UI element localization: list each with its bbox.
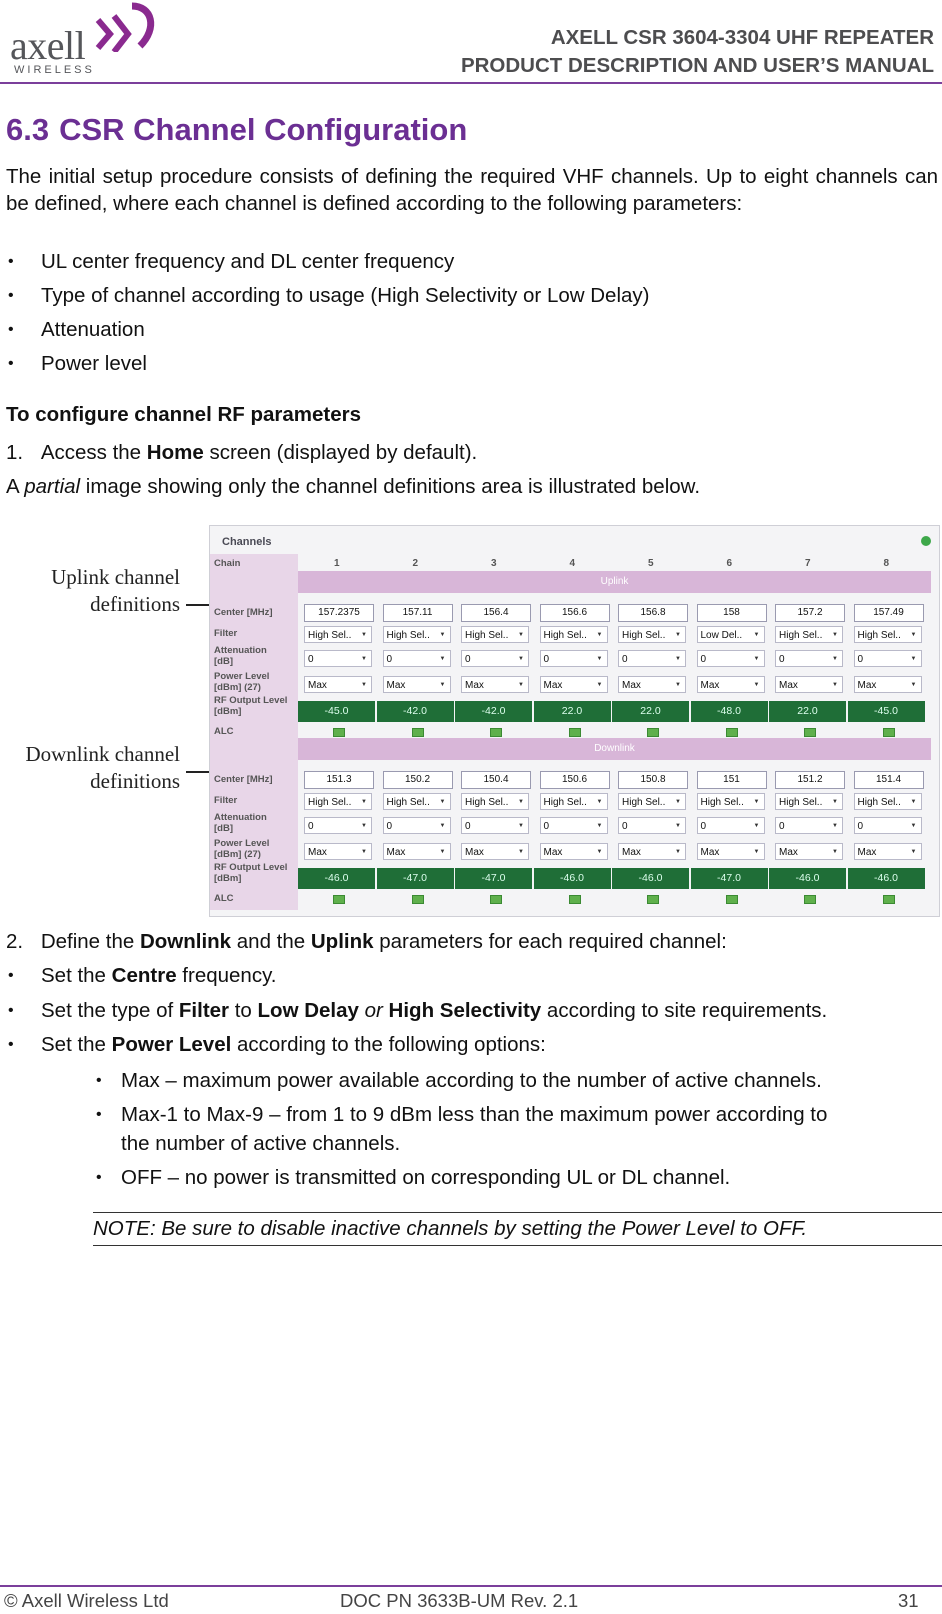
center-frequency-input[interactable]: 157.11 xyxy=(383,604,453,622)
rf-output-value: -46.0 xyxy=(769,868,846,889)
filter-dropdown[interactable]: High Sel.. ▼ xyxy=(775,626,843,643)
rf-output-value: -47.0 xyxy=(377,868,454,889)
power-level-dropdown[interactable]: Max ▼ xyxy=(540,676,608,693)
center-frequency-input[interactable]: 158 xyxy=(697,604,767,622)
filter-dropdown[interactable]: High Sel.. ▼ xyxy=(854,793,922,810)
power-level-dropdown[interactable]: Max ▼ xyxy=(383,843,451,860)
alc-indicator-icon xyxy=(569,728,581,737)
center-frequency-input[interactable]: 151 xyxy=(697,771,767,789)
label-line: Attenuation xyxy=(214,645,267,656)
sub-bullet-max-n-cont: the number of active channels. xyxy=(121,1132,401,1155)
attenuation-dropdown[interactable]: 0 ▼ xyxy=(697,817,765,834)
center-frequency-input[interactable]: 157.49 xyxy=(854,604,924,622)
sub-bullet-max: Max – maximum power available according to the number of active channels. xyxy=(121,1069,822,1092)
step-2 xyxy=(6,930,727,954)
bullet-dot: • xyxy=(8,355,14,372)
alc-indicator-icon xyxy=(647,895,659,904)
attenuation-dropdown[interactable]: 0 ▼ xyxy=(618,817,686,834)
footer-page-number: 31 xyxy=(898,1590,919,1611)
logo-chevrons-icon xyxy=(92,2,158,52)
alc-label: ALC xyxy=(214,726,234,737)
label-line: RF Output Level xyxy=(214,862,288,873)
power-level-dropdown[interactable]: Max ▼ xyxy=(775,676,843,693)
alc-indicator-icon xyxy=(726,895,738,904)
rf-output-value: -48.0 xyxy=(691,701,768,722)
rf-output-value: -47.0 xyxy=(691,868,768,889)
logo-subtitle: WIRELESS xyxy=(14,64,95,76)
alc-indicator-icon xyxy=(726,728,738,737)
rf-output-label xyxy=(214,862,287,884)
alc-indicator-icon xyxy=(804,728,816,737)
step-number: 1. xyxy=(6,441,24,464)
filter-dropdown[interactable]: High Sel.. ▼ xyxy=(775,793,843,810)
filter-dropdown[interactable]: Low Del.. ▼ xyxy=(697,626,765,643)
axell-logo xyxy=(6,2,156,78)
sub-bullet-max-n: Max-1 to Max-9 – from 1 to 9 dBm less than the maximum power according to xyxy=(121,1103,828,1126)
parameter-bullet: UL center frequency and DL center frequency xyxy=(41,250,455,273)
bold-text: Power Level xyxy=(111,1033,232,1056)
chain-number: 8 xyxy=(883,558,890,569)
bullet-dot: • xyxy=(96,1169,102,1186)
channels-panel xyxy=(209,525,940,917)
step-text: screen (displayed by default). xyxy=(203,441,478,464)
filter-label: Filter xyxy=(214,795,238,806)
label-line: Power Level xyxy=(214,671,270,682)
power-level-dropdown[interactable]: Max ▼ xyxy=(854,843,922,860)
italic-text: partial xyxy=(24,475,81,498)
step-text: Access the xyxy=(40,441,147,464)
attenuation-dropdown[interactable]: 0 ▼ xyxy=(461,817,529,834)
center-frequency-input[interactable]: 150.6 xyxy=(540,771,610,789)
annot-line: Uplink channel xyxy=(51,565,180,589)
alc-indicator-icon xyxy=(883,895,895,904)
bullet-centre xyxy=(41,964,277,988)
bullet-dot: • xyxy=(8,287,14,304)
filter-dropdown[interactable]: High Sel.. ▼ xyxy=(697,793,765,810)
downlink-band: Downlink xyxy=(298,738,931,760)
annot-line: Downlink channel xyxy=(25,742,180,766)
downlink-annotation xyxy=(4,741,180,795)
bold-text: Uplink xyxy=(310,930,374,953)
annot-line: definitions xyxy=(90,592,180,616)
step-1 xyxy=(6,441,477,465)
center-frequency-input[interactable]: 151.2 xyxy=(775,771,845,789)
status-led-icon xyxy=(921,536,931,546)
center-frequency-input[interactable]: 157.2375 xyxy=(304,604,374,622)
bullet-dot: • xyxy=(8,1002,14,1019)
italic-text: or xyxy=(358,999,389,1022)
label-line: RF Output Level xyxy=(214,695,288,706)
power-level-dropdown[interactable]: Max ▼ xyxy=(775,843,843,860)
rf-output-value: -46.0 xyxy=(612,868,689,889)
bullet-dot: • xyxy=(8,967,14,984)
bold-text: Downlink xyxy=(139,930,232,953)
label-line: [dBm] xyxy=(214,873,242,884)
filter-dropdown[interactable]: High Sel.. ▼ xyxy=(461,626,529,643)
header-rule xyxy=(0,82,942,84)
chain-number: 7 xyxy=(805,558,811,569)
rf-output-value: -47.0 xyxy=(455,868,532,889)
bold-text: Filter xyxy=(178,999,230,1022)
annot-line: definitions xyxy=(90,769,180,793)
channels-title: Channels xyxy=(222,536,272,548)
label-line: [dBm] xyxy=(214,706,242,717)
attenuation-dropdown[interactable]: 0 ▼ xyxy=(383,650,451,667)
text: frequency. xyxy=(176,964,277,987)
attenuation-label xyxy=(214,645,267,667)
power-level-dropdown[interactable]: Max ▼ xyxy=(304,676,372,693)
center-frequency-input[interactable]: 157.2 xyxy=(775,604,845,622)
uplink-annotation-line xyxy=(186,604,209,606)
bold-text: High Selectivity xyxy=(388,999,542,1022)
center-frequency-input[interactable]: 151.4 xyxy=(854,771,924,789)
alc-indicator-icon xyxy=(883,728,895,737)
filter-dropdown[interactable]: High Sel.. ▼ xyxy=(618,626,686,643)
attenuation-dropdown[interactable]: 0 ▼ xyxy=(540,817,608,834)
attenuation-dropdown[interactable]: 0 ▼ xyxy=(775,817,843,834)
rf-output-value: -45.0 xyxy=(848,701,925,722)
attenuation-dropdown[interactable]: 0 ▼ xyxy=(775,650,843,667)
attenuation-dropdown[interactable]: 0 ▼ xyxy=(854,650,922,667)
center-frequency-input[interactable]: 150.2 xyxy=(383,771,453,789)
bullet-dot: • xyxy=(8,321,14,338)
bullet-dot: • xyxy=(8,1036,14,1053)
rf-output-label xyxy=(214,695,287,717)
section-number: 6.3 xyxy=(6,112,50,147)
bullet-dot: • xyxy=(8,253,14,270)
alc-indicator-icon xyxy=(412,728,424,737)
attenuation-dropdown[interactable]: 0 ▼ xyxy=(697,650,765,667)
footer-rule xyxy=(0,1585,942,1587)
footer-copyright: © Axell Wireless Ltd xyxy=(4,1590,169,1611)
parameter-bullet: Type of channel according to usage (High Selectivity or Low Delay) xyxy=(41,284,650,307)
filter-dropdown[interactable]: High Sel.. ▼ xyxy=(854,626,922,643)
attenuation-dropdown[interactable]: 0 ▼ xyxy=(304,650,372,667)
label-line: [dB] xyxy=(214,823,233,834)
filter-dropdown[interactable]: High Sel.. ▼ xyxy=(304,626,372,643)
bullet-power xyxy=(41,1033,546,1057)
filter-dropdown[interactable]: High Sel.. ▼ xyxy=(540,626,608,643)
filter-dropdown[interactable]: High Sel.. ▼ xyxy=(618,793,686,810)
text: Define the xyxy=(40,930,140,953)
filter-dropdown[interactable]: High Sel.. ▼ xyxy=(383,626,451,643)
step-bold: Home xyxy=(146,441,204,464)
center-frequency-input[interactable]: 151.3 xyxy=(304,771,374,789)
attenuation-dropdown[interactable]: 0 ▼ xyxy=(383,817,451,834)
label-line: [dB] xyxy=(214,656,233,667)
filter-dropdown[interactable]: High Sel.. ▼ xyxy=(461,793,529,810)
filter-dropdown[interactable]: High Sel.. ▼ xyxy=(540,793,608,810)
note-box: NOTE: Be sure to disable inactive channels by setting the Power Level to OFF. xyxy=(93,1212,942,1246)
chain-number: 3 xyxy=(491,558,497,569)
downlink-annotation-line xyxy=(186,771,209,773)
power-level-dropdown[interactable]: Max ▼ xyxy=(697,843,765,860)
alc-indicator-icon xyxy=(647,728,659,737)
bullet-filter xyxy=(41,999,827,1023)
text: parameters for each required channel: xyxy=(373,930,727,953)
text: Set the xyxy=(41,964,112,987)
text: Set the type of xyxy=(41,999,179,1022)
alc-indicator-icon xyxy=(412,895,424,904)
power-level-dropdown[interactable]: Max ▼ xyxy=(618,843,686,860)
chain-number: 2 xyxy=(412,558,419,569)
rf-output-value: -46.0 xyxy=(298,868,375,889)
text: image showing only the channel definitions area is illustrated below. xyxy=(80,475,701,498)
text: according to the following options: xyxy=(231,1033,546,1056)
rf-output-value: -42.0 xyxy=(455,701,532,722)
bullet-dot: • xyxy=(96,1072,102,1089)
chain-number: 1 xyxy=(334,558,340,569)
attenuation-dropdown[interactable]: 0 ▼ xyxy=(540,650,608,667)
center-label: Center [MHz] xyxy=(214,607,273,618)
rf-output-value: 22.0 xyxy=(534,701,611,722)
alc-indicator-icon xyxy=(490,895,502,904)
partial-image-note xyxy=(6,475,700,499)
filter-dropdown[interactable]: High Sel.. ▼ xyxy=(383,793,451,810)
center-frequency-input[interactable]: 156.6 xyxy=(540,604,610,622)
chain-number: 6 xyxy=(726,558,733,569)
step-number: 2. xyxy=(6,930,24,953)
power-level-dropdown[interactable]: Max ▼ xyxy=(540,843,608,860)
section-title: CSR Channel Configuration xyxy=(59,112,468,147)
label-line: [dBm] (27) xyxy=(214,682,261,693)
text: to xyxy=(229,999,258,1022)
label-line: [dBm] (27) xyxy=(214,849,261,860)
attenuation-dropdown[interactable]: 0 ▼ xyxy=(461,650,529,667)
chain-number: 5 xyxy=(648,558,654,569)
rf-output-value: -42.0 xyxy=(377,701,454,722)
document-title xyxy=(461,24,934,80)
parameter-bullet: Power level xyxy=(41,352,147,375)
center-label: Center [MHz] xyxy=(214,774,273,785)
text: and the xyxy=(231,930,311,953)
alc-indicator-icon xyxy=(490,728,502,737)
filter-label: Filter xyxy=(214,628,238,639)
title-line-2: PRODUCT DESCRIPTION AND USER’S MANUAL xyxy=(460,54,934,77)
alc-indicator-icon xyxy=(333,728,345,737)
power-level-dropdown[interactable]: Max ▼ xyxy=(461,676,529,693)
filter-dropdown[interactable]: High Sel.. ▼ xyxy=(304,793,372,810)
center-frequency-input[interactable]: 156.4 xyxy=(461,604,531,622)
bullet-dot: • xyxy=(96,1106,102,1123)
rf-output-value: -46.0 xyxy=(848,868,925,889)
uplink-band: Uplink xyxy=(298,571,931,593)
power-level-dropdown[interactable]: Max ▼ xyxy=(697,676,765,693)
power-level-dropdown[interactable]: Max ▼ xyxy=(304,843,372,860)
attenuation-dropdown[interactable]: 0 ▼ xyxy=(854,817,922,834)
intro-paragraph: The initial setup procedure consists of defining the required VHF channels. Up to eight channels can be defined, where each channel is defined according to the following parameters: xyxy=(6,165,938,215)
title-line-1: AXELL CSR 3604-3304 UHF REPEATER xyxy=(550,26,934,49)
label-line: Attenuation xyxy=(214,812,267,823)
attenuation-dropdown[interactable]: 0 ▼ xyxy=(304,817,372,834)
rf-output-value: 22.0 xyxy=(769,701,846,722)
power-level-label xyxy=(214,671,269,693)
power-level-dropdown[interactable]: Max ▼ xyxy=(854,676,922,693)
uplink-annotation xyxy=(10,564,180,618)
alc-indicator-icon xyxy=(804,895,816,904)
attenuation-label xyxy=(214,812,267,834)
text: A xyxy=(6,475,25,498)
logo-wordmark: axell xyxy=(10,23,86,68)
power-level-dropdown[interactable]: Max ▼ xyxy=(461,843,529,860)
power-level-dropdown[interactable]: Max ▼ xyxy=(383,676,451,693)
bold-text: Centre xyxy=(111,964,177,987)
text: Set the xyxy=(41,1033,112,1056)
parameter-bullet: Attenuation xyxy=(41,318,145,341)
section-heading xyxy=(6,112,467,148)
label-line: Power Level xyxy=(214,838,270,849)
attenuation-dropdown[interactable]: 0 ▼ xyxy=(618,650,686,667)
procedure-heading: To configure channel RF parameters xyxy=(6,403,362,426)
alc-indicator-icon xyxy=(569,895,581,904)
footer-doc-number: DOC PN 3633B-UM Rev. 2.1 xyxy=(340,1590,579,1611)
rf-output-value: -46.0 xyxy=(534,868,611,889)
sub-bullet-off: OFF – no power is transmitted on corresponding UL or DL channel. xyxy=(121,1166,731,1189)
alc-label: ALC xyxy=(214,893,234,904)
power-level-label xyxy=(214,838,269,860)
rf-output-value: -45.0 xyxy=(298,701,375,722)
chain-label: Chain xyxy=(214,558,241,569)
center-frequency-input[interactable]: 150.4 xyxy=(461,771,531,789)
chain-number: 4 xyxy=(569,558,576,569)
bold-text: Low Delay xyxy=(257,999,359,1022)
power-level-dropdown[interactable]: Max ▼ xyxy=(618,676,686,693)
center-frequency-input[interactable]: 150.8 xyxy=(618,771,688,789)
center-frequency-input[interactable]: 156.8 xyxy=(618,604,688,622)
alc-indicator-icon xyxy=(333,895,345,904)
text: according to site requirements. xyxy=(541,999,828,1022)
rf-output-value: 22.0 xyxy=(612,701,689,722)
